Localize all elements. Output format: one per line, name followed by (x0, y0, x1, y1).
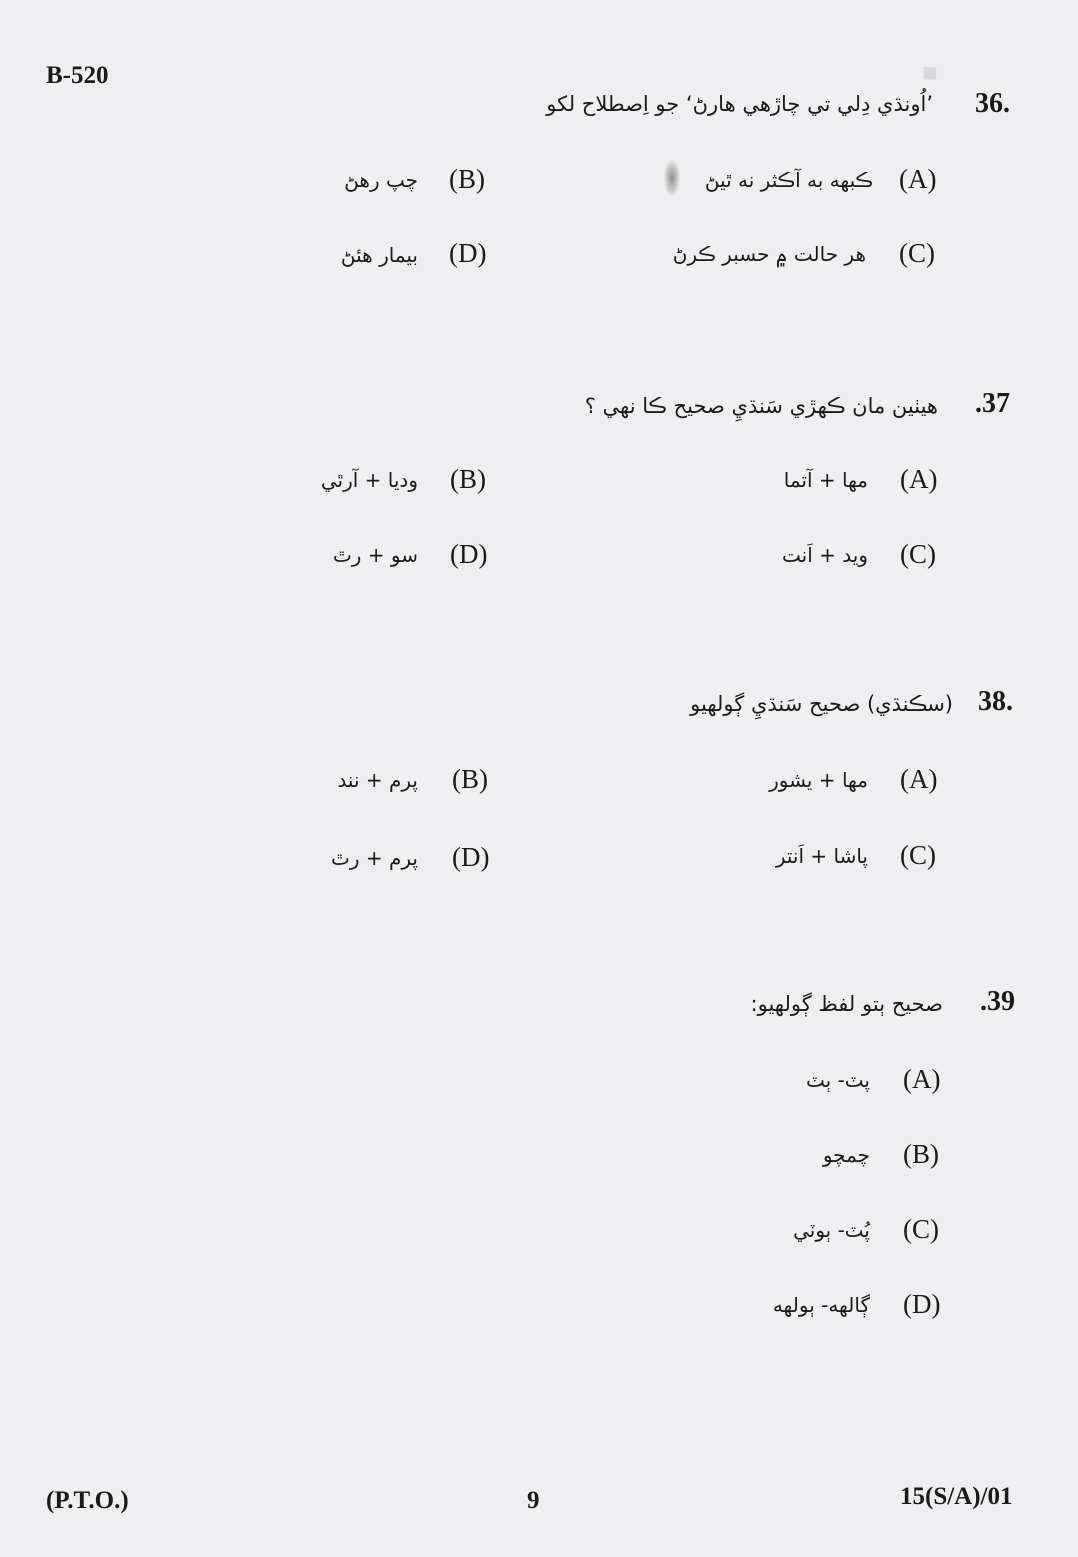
option-text-c: پاشا + اَنتر (775, 844, 868, 868)
question-number: 38. (978, 686, 1013, 717)
option-text-b: چمچو (822, 1143, 870, 1167)
option-letter-a: (A) (903, 1064, 941, 1094)
option-letter-a: (A) (899, 164, 937, 194)
option-text-a: ڪبهه به آڪثر نه ٿيڻ (704, 168, 873, 192)
option-letter-c: (C) (903, 1214, 939, 1244)
option-letter-b: (B) (452, 764, 488, 794)
option-letter-d: (D) (449, 238, 487, 268)
option-text-c: هر حالت ۾ حسبر ڪرڻ (672, 242, 866, 266)
option-letter-c: (C) (900, 539, 936, 569)
question-number: .39 (980, 986, 1015, 1017)
question-text: (سڪنڌي) صحيح سَنڌيِ ڳولهيو (690, 692, 953, 716)
question-text: ’اُونڌي دِلي تي چاڙهي هارڻ‘ جو اِصطلاح لکو (546, 92, 933, 116)
page-number: 9 (527, 1487, 540, 1514)
paper-code-header: B-520 (46, 62, 109, 89)
question-text: صحيح ٻتو لفظ ڳولهيو: (750, 992, 943, 1016)
option-text-b: چپ رهڻ (344, 168, 418, 192)
ink-smudge (664, 160, 680, 196)
option-letter-c: (C) (900, 840, 936, 870)
question-number: 36. (975, 88, 1010, 119)
option-letter-b: (B) (449, 164, 485, 194)
option-text-d: سو + رٿ (332, 543, 418, 567)
option-text-a: مها + آتما (783, 468, 868, 492)
option-letter-c: (C) (899, 238, 935, 268)
option-letter-b: (B) (450, 464, 486, 494)
option-text-d: بيمار هئڻ (340, 243, 418, 267)
option-text-a: پٽ- ٻٽ (806, 1068, 870, 1092)
option-letter-d: (D) (450, 539, 488, 569)
option-text-b: وديا + آرٿي (320, 468, 418, 492)
option-letter-a: (A) (900, 764, 938, 794)
option-letter-d: (D) (903, 1289, 941, 1319)
option-letter-a: (A) (900, 464, 938, 494)
question-number: .37 (975, 388, 1010, 419)
option-text-c: پُٽ- ٻوٽي (793, 1218, 870, 1242)
option-text-d: ڳالهه- ٻولهه (772, 1293, 870, 1317)
option-text-c: ويد + اَنت (782, 543, 868, 567)
option-text-b: پرم + نند (337, 768, 418, 792)
option-letter-b: (B) (903, 1139, 939, 1169)
question-text: هيٺين مان ڪهڙي سَنڌيِ صحيح ڪا نهي ؟ (584, 394, 938, 418)
option-text-a: مها + يشور (769, 768, 868, 792)
pto-label: (P.T.O.) (46, 1487, 129, 1514)
option-text-d: پرم + رٿ (331, 846, 418, 870)
paper-code-footer: 15(S/A)/01 (900, 1483, 1013, 1510)
option-letter-d: (D) (452, 842, 490, 872)
show-through-mark: ■ (922, 58, 938, 87)
